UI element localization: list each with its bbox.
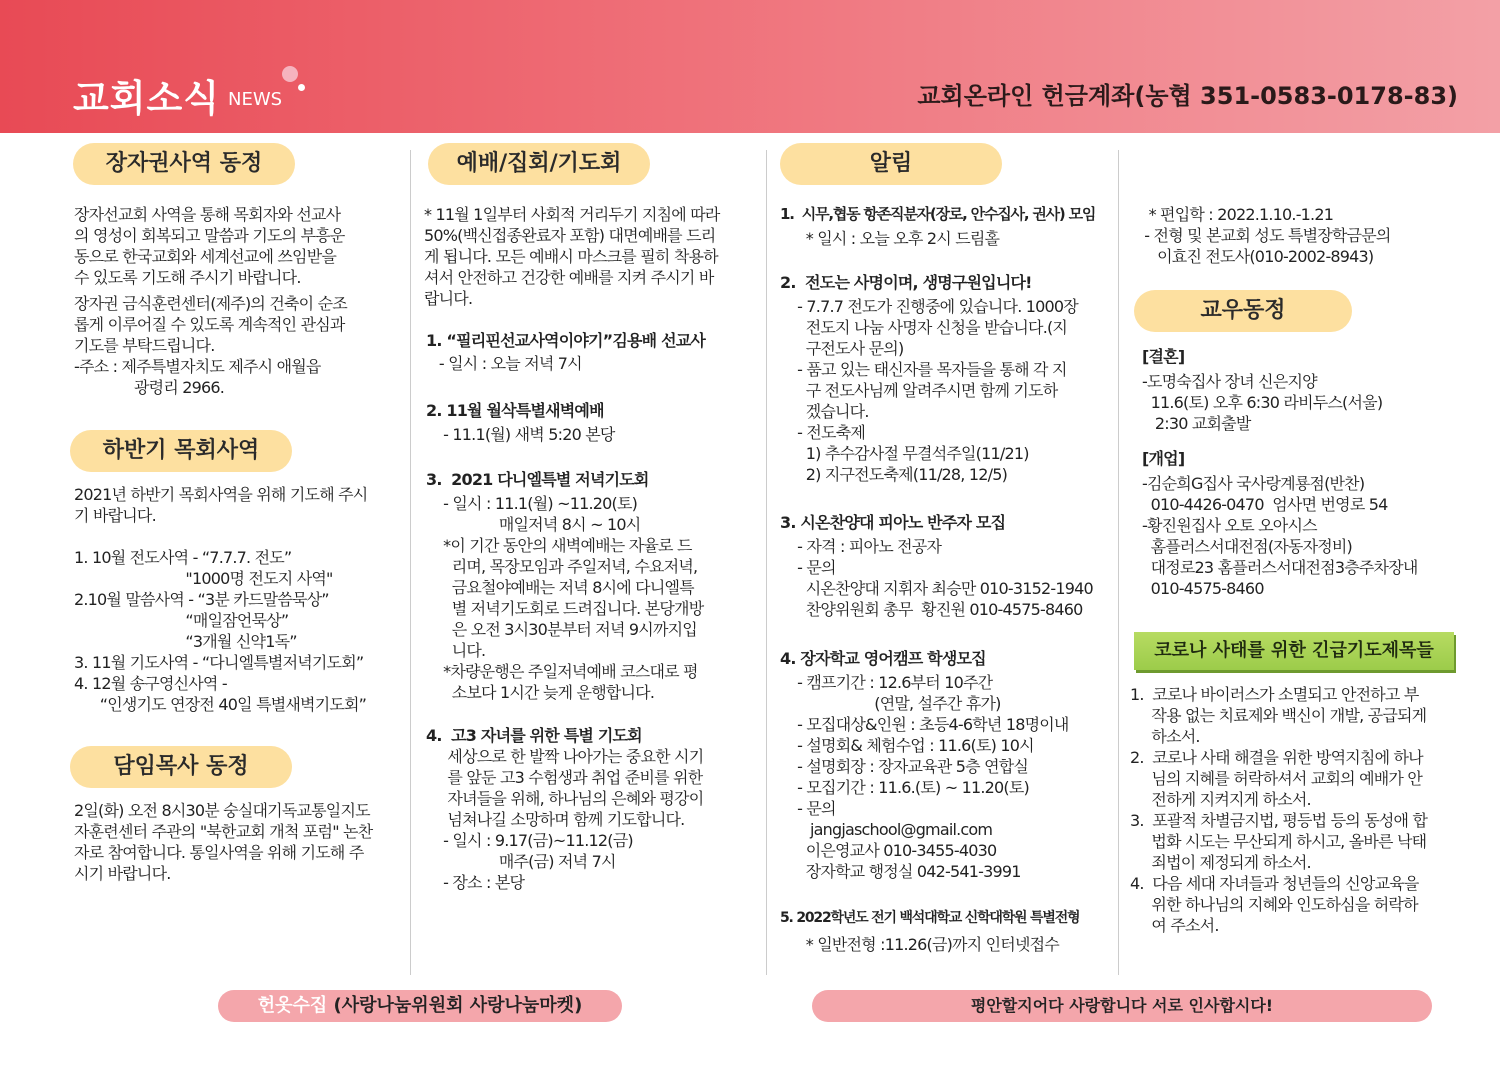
worship-item-4-title: 4. 고3 자녀를 위한 특별 기도회 (426, 726, 642, 745)
worship-item-4-body: 세상으로 한 발짝 나아가는 중요한 시기 를 앞둔 고3 수험생과 취업 준비를 위한 자녀들을 위해, 하나님의 은혜와 평강이 넘쳐나길 소망하며 함께 기도합니다. - 일시 : 9.17(금)~11.12(금) 매주(금) 저녁 7시 - 장소 : 본당 (443, 747, 704, 892)
notice-3-body: - 자격 : 피아노 전공자 - 문의 시온찬양대 지휘자 최승만 010-3152-1940 찬양위원회 총무 황진원 010-4575-8460 (797, 537, 1093, 619)
clothes-collection-pill (218, 990, 622, 1022)
notice-4-title: 4. 장자학교 영어캠프 학생모집 (780, 649, 986, 668)
pastor-body: 2일(화) 오전 8시30분 숭실대기독교통일지도 자훈련센터 주관의 "북한교회 개척 포럼" 논찬 자로 참여합니다. 통일사역을 위해 기도해 주 시기 바랍니다. (74, 801, 373, 883)
decor-dot-icon (282, 66, 298, 82)
news-label: NEWS (228, 89, 283, 110)
worship-item-2-body: - 11.1(월) 새벽 5:20 본당 (426, 425, 615, 444)
opening-heading: [개업] (1142, 449, 1185, 468)
worship-item-3-title: 3. 2021 다니엘특별 저녁기도회 (426, 470, 649, 489)
marriage-body: -도명숙집사 장녀 신은지양 11.6(토) 오후 6:30 라비두스(서울) 2:30 교회출발 (1142, 372, 1383, 433)
clothes-collection-label: 헌옷수집 (257, 995, 328, 1016)
notice-5-body: * 일반전형 :11.26(금)까지 인터넷접수 (780, 935, 1059, 954)
worship-intro: * 11월 1일부터 사회적 거리두기 지침에 따라 50%(백신접종완료자 포함) 대면예배를 드리 게 됩니다. 모든 예배시 마스크를 필히 착용하 셔서 안전하고 건강한 예배를 지켜 주시기 바 랍니다. (424, 205, 720, 308)
worship-item-1-title: 1. “필리핀선교사역이야기”김용배 선교사 (426, 331, 706, 350)
page-title: 교회소식 (73, 77, 220, 120)
worship-item-1-body: - 일시 : 오늘 저녁 7시 (426, 354, 582, 373)
notice-3-title: 3. 시온찬양대 피아노 반주자 모집 (780, 513, 1006, 532)
column-divider (1118, 150, 1119, 975)
notice-4-body: - 캠프기간 : 12.6부터 10주간 (연말, 설주간 휴가) - 모집대상&인원 : 초등4-6학년 18명이내 - 설명회& 체험수업 : 11.6(토) 10시 - 설명회장 : 장자교육관 5층 연합실 - 모집기간 : 11.6.(토) ~ 11.20(토) - 문의 jangjaschool@gmail.com 이은영교사 010-3455-4030 장자학교 행정실 042-541-3991 (797, 673, 1069, 881)
worship-item-2-title: 2. 11월 월삭특별새벽예배 (426, 401, 604, 420)
ministry-body: 2021년 하반기 목회사역을 위해 기도해 주시 기 바랍니다. 1. 10월 전도사역 - “7.7.7. 전도” "1000명 전도지 사역" 2.10월 말씀사역 - “3분 카드말씀묵상” “매일잠언묵상” “3개월 신약1독” 3. 11월 기도사역 - “다니엘특별저녁기도회” 4. 12월 송구영신사역 - “인생기도 연장전 40일 특별새벽기도회” (74, 485, 368, 714)
notice-1-body: * 일시 : 오늘 오후 2시 드림홀 (780, 229, 1000, 248)
jangja-body: 장자선교회 사역을 통해 목회자와 선교사 의 영성이 회복되고 말씀과 기도의 부흥운 동으로 한국교회와 세계선교에 쓰임받을 수 있도록 기도해 주시기 바랍니다. (74, 205, 345, 287)
notice-5-cont: * 편입학 : 2022.1.10.-1.21 - 전형 및 본교회 성도 특별장학금문의 이효진 전도사(010-2002-8943) (1144, 205, 1391, 266)
column-divider (766, 150, 767, 975)
header-banner (0, 0, 1500, 133)
notice-5-title: 5. 2022학년도 전기 백석대학교 신학대학원 특별전형 (780, 910, 1080, 926)
notice-1-title: 1. 시무,협동 항존직분자(장로, 안수집사, 권사) 모임 (780, 205, 1096, 223)
jangja-body-2: 장자권 금식훈련센터(제주)의 건축이 순조 롭게 이루어질 수 있도록 계속적인 관심과 기도를 부탁드립니다. -주소 : 제주특별자치도 제주시 애월읍 광령리 2966. (74, 294, 347, 397)
section-title-pastor: 담임목사 동정 (70, 746, 292, 788)
opening-body: -김순희G집사 국사랑계룡점(반찬) 010-4426-0470 엄사면 번영로 54 -황진원집사 오토 오아시스 홈플러스서대전점(자동자정비) 대정로23 홈플러스서대전점3층주차장내 010-4575-8460 (1142, 474, 1418, 598)
section-title-worship: 예배/집회/기도회 (428, 143, 650, 185)
section-title-members: 교우동정 (1134, 290, 1352, 332)
column-divider (410, 150, 411, 975)
notice-2-body: - 7.7.7 전도가 진행중에 있습니다. 1000장 전도지 나눔 사명자 신청을 받습니다.(지 구전도사 문의) - 품고 있는 태신자를 목자들을 통해 각 지 구 전도사님께 알려주시면 함께 기도하 겠습니다. - 전도축제 1) 추수감사절 무결석주일(11/21) 2) 지구전도축제(11/28, 12/5) (797, 297, 1078, 484)
offering-account: 교회온라인 헌금계좌(농협 351-0583-0178-83) (917, 82, 1458, 110)
section-title-notice: 알림 (780, 143, 1002, 185)
notice-2-title: 2. 전도는 사명이며, 생명구원입니다! (780, 273, 1032, 292)
covid-prayer-list: 1. 코로나 바이러스가 소멸되고 안전하고 부 작용 없는 치료제와 백신이 개발, 공급되게 하소서. 2. 코로나 사태 해결을 위한 방역지침에 하나 님의 지혜를 허락하셔서 교회의 예배가 안 전하게 지켜지게 하소서. 3. 포괄적 차별금지법, 평등법 등의 동성애 합 법화 시도는 무산되게 하시고, 올바른 낙태 죄법이 제정되게 하소서. 4. 다음 세대 자녀들과 청년들의 신앙교육을 위한 하나님의 지혜와 인도하심을 허락하 여 주소서. (1130, 685, 1428, 935)
greeting-pill: 평안할지어다 사랑합니다 서로 인사합시다! (812, 990, 1432, 1022)
covid-prayer-banner: 코로나 사태를 위한 긴급기도제목들 (1134, 632, 1454, 670)
worship-item-3-body: - 일시 : 11.1(월) ~11.20(토) 매일저녁 8시 ~ 10시 *이 기간 동안의 새벽예배는 자율로 드 리며, 목장모임과 주일저녁, 수요저녁, 금요철야예배는 저녁 8시에 다니엘특 별 저녁기도회로 드려집니다. 본당개방 은 오전 3시30분부터 저녁 9시까지입 니다. *차량운행은 주일저녁예배 코스대로 평 소보다 1시간 늦게 운행합니다. (443, 494, 704, 702)
marriage-heading: [결혼] (1142, 347, 1185, 366)
section-title-jangja: 장자권사역 동정 (73, 143, 295, 185)
decor-dot-small-icon (298, 84, 305, 91)
section-title-ministry: 하반기 목회사역 (70, 430, 292, 472)
clothes-collection-note: (사랑나눔위원회 사랑나눔마켓) (327, 995, 583, 1016)
